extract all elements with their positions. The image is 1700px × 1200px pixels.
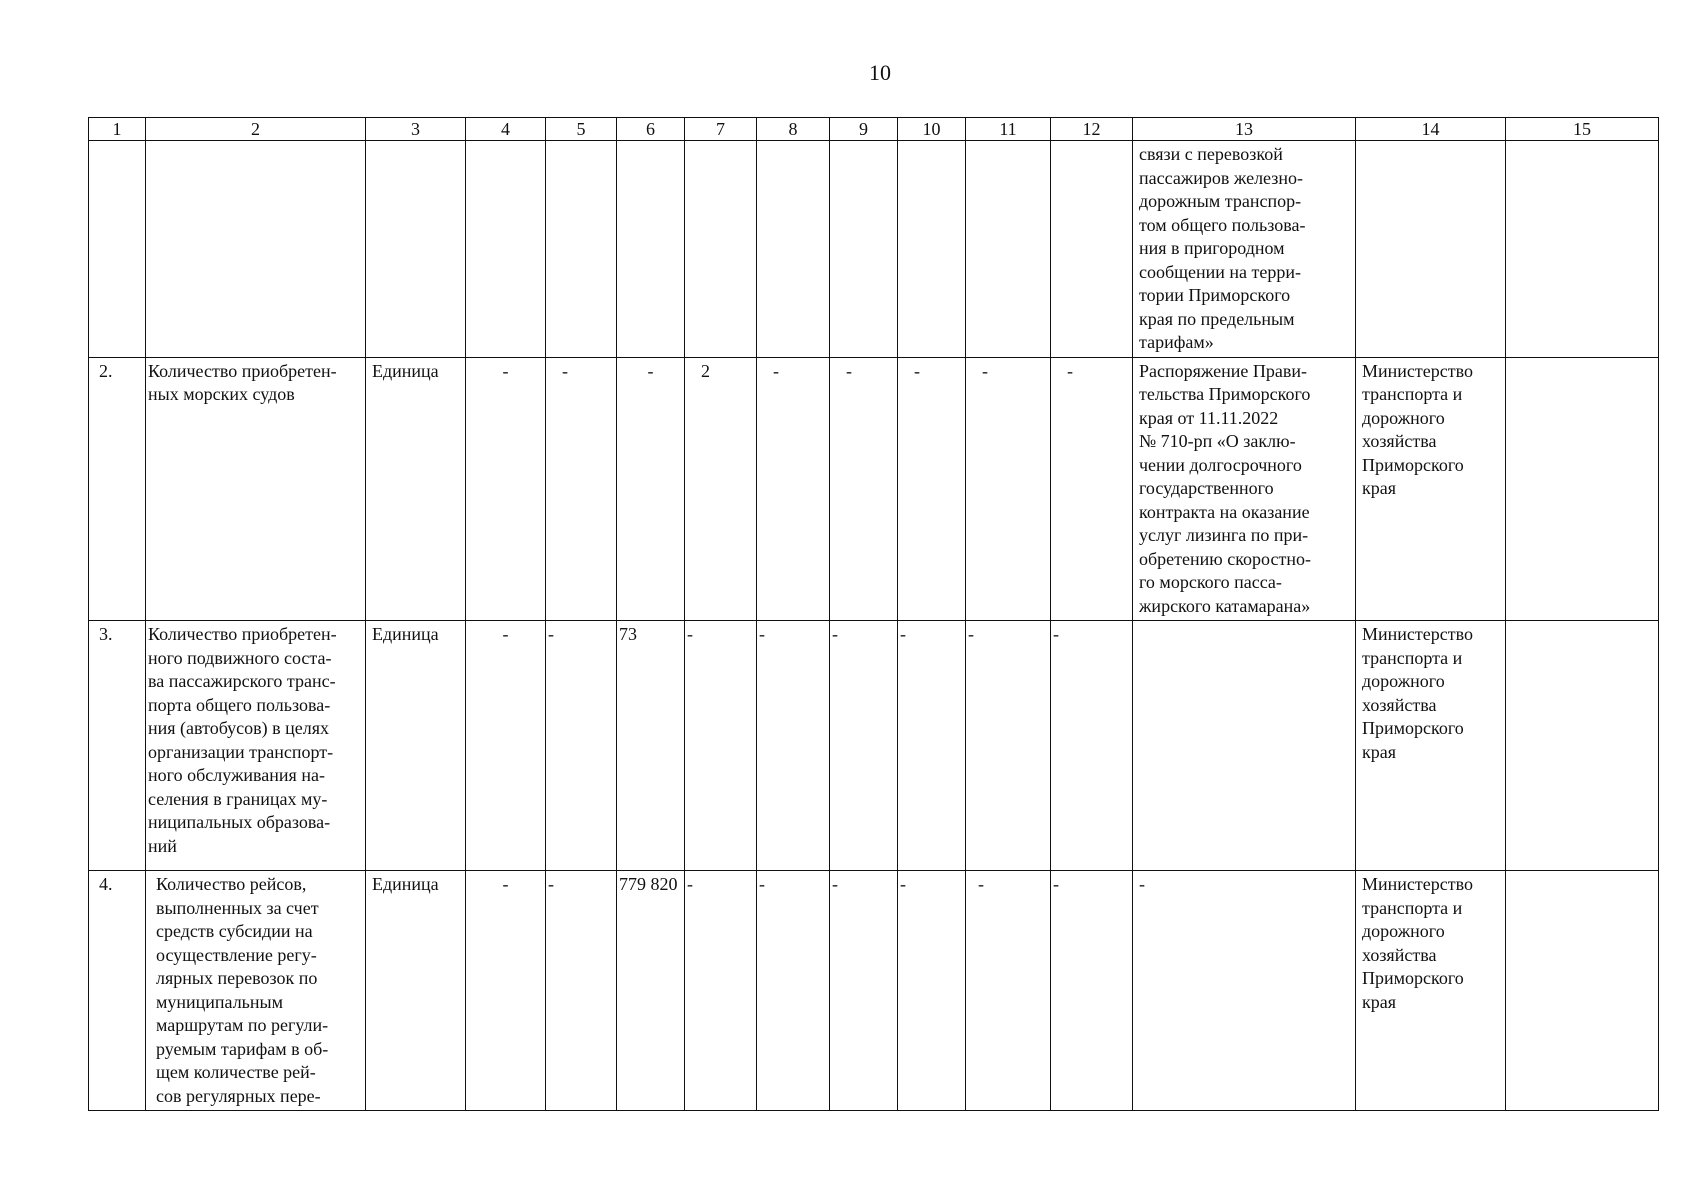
legal-basis-cell: Распоряжение Прави- тельства Приморского края от 11.11.2022 № 710-рп «О заклю- чении долгосрочного государственного контракта на оказание услуг лизинга по при- обретению скоростно- го морского пасса- жирского катамарана» (1133, 357, 1356, 621)
note-cell (1506, 357, 1659, 621)
indicator-name-cell: Количество рейсов, выполненных за счет средств субсидии на осуществление регу- лярных перевозок по муниципальным маршрутам по регули- руемым тарифам в об- щем количестве рей- сов регулярных пере- (146, 871, 366, 1111)
row-number-cell (89, 141, 146, 358)
note-cell (1506, 141, 1659, 358)
legal-basis-cell (1133, 621, 1356, 871)
value-cell-8: - (757, 357, 830, 621)
table-row (89, 621, 1659, 871)
value-cell-11: - (966, 357, 1051, 621)
col-header-1: 1 (89, 118, 146, 141)
col-header-2: 2 (146, 118, 366, 141)
row-number-cell: 4. (89, 871, 146, 1111)
value-cell-4: - (466, 871, 546, 1111)
col-header-10: 10 (898, 118, 966, 141)
value-cell-5: - (546, 871, 617, 1111)
responsible-cell: Министерство транспорта и дорожного хозяйства Приморского края (1356, 357, 1506, 621)
col-header-6: 6 (617, 118, 685, 141)
table-row (89, 141, 1659, 358)
value-cell-6: - (617, 357, 685, 621)
legal-basis-cell: связи с перевозкой пассажиров железно- дорожным транспор- том общего пользова- ния в пригородном сообщении на терри- тории Приморского края по предельным тарифам» (1133, 141, 1356, 358)
unit-cell: Единица (366, 357, 466, 621)
col-header-4: 4 (466, 118, 546, 141)
value-cell-7 (685, 141, 757, 358)
value-cell-12 (1051, 141, 1133, 358)
indicator-name-cell (146, 141, 366, 358)
value-cell-6: 779 820 (617, 871, 685, 1111)
value-cell-5 (546, 141, 617, 358)
col-header-3: 3 (366, 118, 466, 141)
value-cell-7: 2 (685, 357, 757, 621)
value-cell-10 (898, 141, 966, 358)
value-cell-11: - (966, 621, 1051, 871)
legal-basis-cell: - (1133, 871, 1356, 1111)
value-cell-5: - (546, 621, 617, 871)
col-header-15: 15 (1506, 118, 1659, 141)
col-header-7: 7 (685, 118, 757, 141)
indicator-name-cell: Количество приобретен- ного подвижного соста- ва пассажирского транс- порта общего пользова- ния (автобусов) в целях организации транспорт- ного обслуживания на- селения в границах му- ниципальных образова- ний (146, 621, 366, 871)
note-cell (1506, 871, 1659, 1111)
value-cell-6: 73 (617, 621, 685, 871)
value-cell-4: - (466, 357, 546, 621)
value-cell-4 (466, 141, 546, 358)
value-cell-9: - (830, 871, 898, 1111)
unit-cell: Единица (366, 871, 466, 1111)
value-cell-9 (830, 141, 898, 358)
value-cell-11: - (966, 871, 1051, 1111)
value-cell-8: - (757, 871, 830, 1111)
value-cell-7: - (685, 871, 757, 1111)
value-cell-5: - (546, 357, 617, 621)
value-cell-4: - (466, 621, 546, 871)
value-cell-11 (966, 141, 1051, 358)
value-cell-9: - (830, 357, 898, 621)
value-cell-9: - (830, 621, 898, 871)
col-header-14: 14 (1356, 118, 1506, 141)
col-header-5: 5 (546, 118, 617, 141)
note-cell (1506, 621, 1659, 871)
value-cell-12: - (1051, 621, 1133, 871)
indicator-name-cell: Количество приобретен- ных морских судов (146, 357, 366, 621)
responsible-cell (1356, 141, 1506, 358)
data-table (88, 117, 1659, 1111)
responsible-cell: Министерство транспорта и дорожного хозяйства Приморского края (1356, 621, 1506, 871)
col-header-11: 11 (966, 118, 1051, 141)
responsible-cell: Министерство транспорта и дорожного хозяйства Приморского края (1356, 871, 1506, 1111)
col-header-9: 9 (830, 118, 898, 141)
page-number: 10 (869, 60, 891, 85)
value-cell-8 (757, 141, 830, 358)
value-cell-8: - (757, 621, 830, 871)
col-header-13: 13 (1133, 118, 1356, 141)
value-cell-10: - (898, 357, 966, 621)
unit-cell (366, 141, 466, 358)
data-table-container (88, 117, 1659, 1111)
row-number-cell: 3. (89, 621, 146, 871)
value-cell-10: - (898, 621, 966, 871)
value-cell-6 (617, 141, 685, 358)
table-row (89, 871, 1659, 1111)
col-header-12: 12 (1051, 118, 1133, 141)
header-row (89, 118, 1659, 141)
row-number-cell: 2. (89, 357, 146, 621)
table-row (89, 357, 1659, 621)
value-cell-12: - (1051, 357, 1133, 621)
value-cell-12: - (1051, 871, 1133, 1111)
unit-cell: Единица (366, 621, 466, 871)
col-header-8: 8 (757, 118, 830, 141)
value-cell-7: - (685, 621, 757, 871)
value-cell-10: - (898, 871, 966, 1111)
